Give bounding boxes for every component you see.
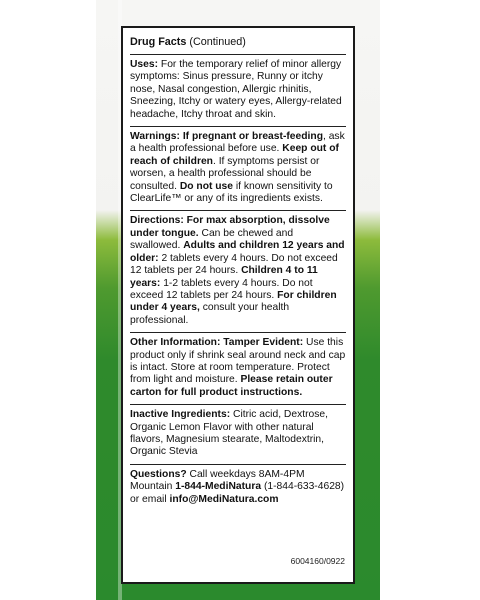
drug-facts-panel <box>121 26 355 584</box>
drug-facts-title: Drug Facts (Continued) <box>130 36 246 48</box>
product-code: 6004160/0922 <box>290 556 345 566</box>
warnings-section: Warnings: If pregnant or breast-feeding, ask a health professional before use. Keep out of reach of children. If symptoms persist or worsen, a health professional should be consulted. Do not use if known sensitivity to ClearLife™ or any of its ingredients exists. <box>130 126 346 210</box>
directions-section: Directions: For max absorption, dissolve under tongue. Can be chewed and swallowed. Adults and children 12 years and older: 2 tablets every 4 hours. Do not exceed 12 tablets per 24 hours. Children 4 to 11 years: 1-2 tablets every 4 hours. Do not exceed 12 tablets per 24 hours. For children under 4 years, consult your health professional. <box>130 210 346 332</box>
other-information-section: Other Information: Tamper Evident: Use this product only if shrink seal around neck and cap is intact. Store at room temperature. Protect from light and moisture. Please retain outer carton for full product instructions. <box>130 332 346 404</box>
inactive-ingredients-section: Inactive Ingredients: Citric acid, Dextrose, Organic Lemon Flavor with other natural flavors, Magnesium stearate, Maltodextrin, Organic Stevia <box>130 404 346 464</box>
uses-section: Uses: For the temporary relief of minor allergy symptoms: Sinus pressure, Runny or itchy nose, Nasal congestion, Allergic rhinitis, Sneezing, Itchy or watery eyes, Allergy-related headache, Itchy throat and skin. <box>130 54 346 126</box>
questions-section: Questions? Call weekdays 8AM-4PM Mountain 1-844-MediNatura (1-844-633-4628) or email info@MediNatura.com <box>130 464 346 511</box>
